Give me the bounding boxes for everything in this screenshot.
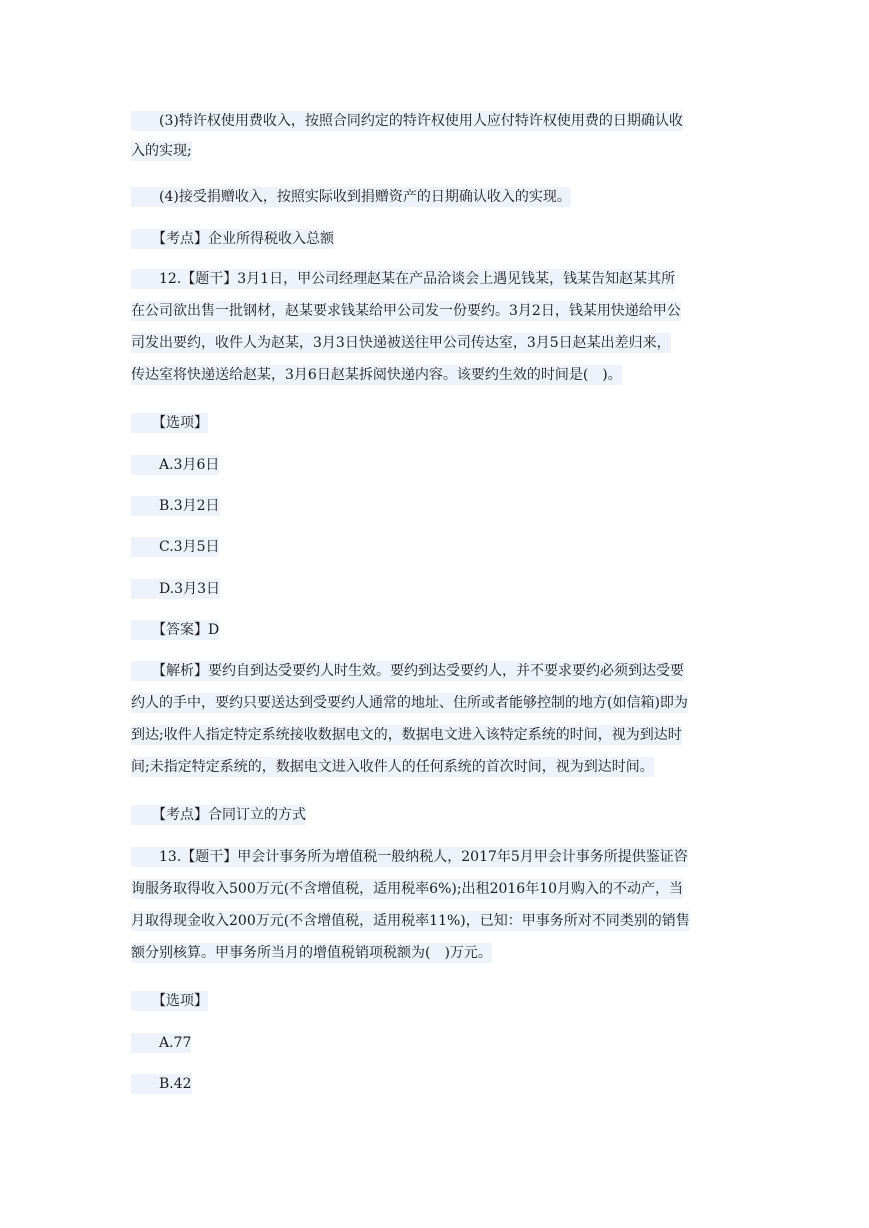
question-12-option-d (131, 578, 741, 608)
text-line-content: 司发出要约，收件人为赵某，3月3日快递被送往甲公司传达室，3月5日赵某出差归来， (131, 335, 671, 351)
text-line (131, 228, 741, 258)
text-line (131, 990, 741, 1020)
text-line-content: 【答案】D (131, 622, 220, 638)
text-line-content: 【解析】要约自到达受要约人时生效。要约到达受要约人，并不要求要约必须到达受要 (131, 663, 684, 679)
paragraph-donation-income (131, 186, 741, 216)
question-12-answer (131, 619, 741, 649)
text-line-content: 12.【题干】3月1日，甲公司经理赵某在产品洽谈会上遇见钱某，钱某告知赵某其所 (131, 271, 676, 287)
text-line-content: D.3月3日 (131, 581, 220, 597)
question-12-exam-point (131, 804, 741, 834)
question-12-option-b (131, 495, 741, 525)
text-line (131, 660, 741, 692)
text-line-content: 在公司欲出售一批钢材，赵某要求钱某给甲公司发一份要约。3月2日，钱某用快递给甲公 (131, 303, 681, 319)
text-line (131, 804, 741, 834)
text-line (131, 878, 741, 910)
text-line-content: 月取得现金收入200万元(不含增值税，适用税率11%)，已知：甲事务所对不同类别的销售 (131, 913, 690, 929)
text-line (131, 332, 741, 364)
text-line (131, 454, 741, 484)
question-13-option-a (131, 1032, 741, 1062)
text-line-content: C.3月5日 (131, 539, 220, 555)
text-line (131, 724, 741, 756)
question-12-analysis (131, 660, 741, 788)
text-line (131, 1073, 741, 1103)
text-line-content: B.42 (131, 1076, 192, 1092)
text-line (131, 536, 741, 566)
text-line-content: 额分别核算。甲事务所当月的增值税销项税额为( )万元。 (131, 945, 492, 961)
text-line (131, 942, 741, 974)
text-line-content: (3)特许权使用费收入，按照合同约定的特许权使用人应付特许权使用费的日期确认收 (131, 113, 683, 129)
text-line-content: 间;未指定特定系统的，数据电文进入收件人的任何系统的首次时间，视为到达时间。 (131, 759, 654, 775)
text-line (131, 578, 741, 608)
text-line (131, 910, 741, 942)
text-line (131, 268, 741, 300)
question-12-option-a (131, 454, 741, 484)
text-line-content: 询服务取得收入500万元(不含增值税，适用税率6%);出租2016年10月购入的不动产，当 (131, 881, 684, 897)
text-line (131, 364, 741, 396)
text-line-content: 约人的手中，要约只要送达到受要约人通常的地址、住所或者能够控制的地方(如信箱)即为 (131, 695, 688, 711)
text-line (131, 186, 741, 216)
text-line-content: (4)接受捐赠收入，按照实际收到捐赠资产的日期确认收入的实现。 (131, 189, 571, 205)
text-line-content: A.3月6日 (131, 457, 220, 473)
text-line (131, 300, 741, 332)
question-12-option-c (131, 536, 741, 566)
text-line (131, 110, 741, 140)
exam-point-income-total (131, 228, 741, 258)
text-line (131, 756, 741, 788)
text-line (131, 692, 741, 724)
text-line-content: 13.【题干】甲会计事务所为增值税一般纳税人，2017年5月甲会计事务所提供鉴证咨 (131, 849, 688, 865)
question-12-stem (131, 268, 741, 396)
text-line-content: 【选项】 (131, 993, 208, 1009)
text-line (131, 495, 741, 525)
text-line (131, 619, 741, 649)
question-13-stem (131, 846, 741, 974)
text-line-content: 传达室将快递送给赵某，3月6日赵某拆阅快递内容。该要约生效的时间是( )。 (131, 367, 622, 383)
text-line (131, 846, 741, 878)
text-line-content: 【考点】企业所得税收入总额 (131, 231, 334, 247)
question-12-options-label (131, 412, 741, 442)
question-13-option-b (131, 1073, 741, 1103)
paragraph-royalty-income (131, 110, 741, 170)
text-line-content: 【选项】 (131, 415, 208, 431)
question-13-options-label (131, 990, 741, 1020)
text-line-content: 入的实现; (131, 143, 192, 159)
text-line-content: 到达;收件人指定特定系统接收数据电文的，数据电文进入该特定系统的时间，视为到达时 (131, 727, 682, 743)
text-line (131, 140, 741, 170)
text-line-content: 【考点】合同订立的方式 (131, 807, 306, 823)
text-line-content: A.77 (131, 1035, 192, 1051)
text-line-content: B.3月2日 (131, 498, 220, 514)
text-line (131, 412, 741, 442)
text-line (131, 1032, 741, 1062)
